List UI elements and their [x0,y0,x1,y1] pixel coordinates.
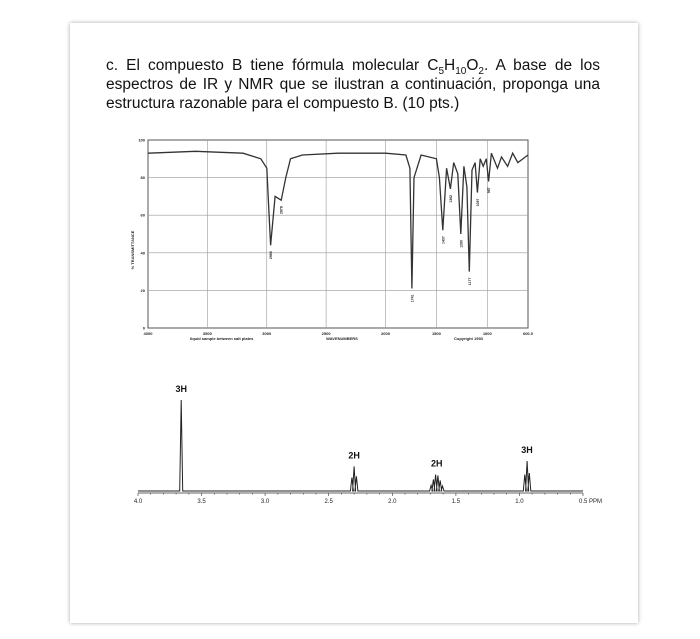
nmr-tick-label: 3.5 [197,499,206,505]
nmr-tick-label: 0.5 PPM [579,499,603,505]
ir-peak-label: 2968 [269,251,274,260]
nmr-tick-label: 1.5 [451,499,461,505]
ir-frame [148,140,528,328]
ir-copyright: Copyright 1993 [454,336,483,341]
nmr-spectrum-curve [138,400,583,491]
ir-peak-label: 1177 [467,277,472,286]
ir-peak-label: 1260 [459,240,464,248]
nmr-integration-label: 2H [431,458,443,469]
ir-x-tick-label: 3500 [202,331,212,336]
ir-grid [148,140,528,328]
ir-peak-label: 987 [487,187,492,194]
nmr-tick-label: 1.0 [515,499,524,505]
ir-y-tick-label: 80 [140,175,145,181]
ir-y-tick-label: 60 [140,212,145,218]
nmr-integration-label: 3H [175,384,187,394]
nmr-integration-label: 3H [521,444,533,455]
nmr-integration-label: 2H [348,450,360,461]
ir-x-tick-label: 2500 [321,331,331,336]
question-text: c. El compuesto B tiene fórmula molecular $C_5H_{10}O_2$. A base de los espectros de IR y NMR que se ilustran a continuación, proponga una estructura razonable para el compuesto B. (10 pts.) [106,57,600,112]
ir-sample-note: liquid sample between salt plates [190,336,254,341]
part-label: c. [106,57,119,74]
nmr-integration-labels [175,384,532,469]
ir-x-tick-label: 600.0 [522,331,534,336]
ir-peak-label: 1097 [475,198,480,207]
nmr-tick-label: 4.0 [133,499,143,505]
ir-y-tick-label: 0 [142,325,145,331]
ir-spectrum [128,132,548,354]
ir-peak-label: 1362 [448,194,453,203]
nmr-spectrum [128,372,603,532]
ir-y-tick-label: 100 [138,137,145,143]
ir-x-tick-label: 3000 [262,331,272,336]
ir-y-tick-label: 40 [140,250,145,256]
ir-y-ticks [138,138,145,331]
ir-x-tick-label: 1000 [482,331,492,336]
ir-ylabel: % TRANSMITTANCE [130,230,135,270]
ir-spectrum-curve [148,151,528,288]
ir-xlabel: WAVENUMBERS [326,336,358,341]
ir-x-tick-label: 1500 [431,331,441,336]
ir-y-tick-label: 20 [140,287,145,293]
ir-peak-label: 2878 [279,206,284,214]
ir-peak-labels [269,187,491,302]
ir-peak-label: 1437 [441,236,446,244]
nmr-tick-label: 2.5 [324,499,333,505]
ir-peak-label: 1741 [410,294,415,303]
nmr-tick-label: 3.0 [260,499,270,505]
ir-x-tick-label: 2000 [381,331,390,336]
nmr-axis-ticks [134,493,602,505]
nmr-tick-label: 2.0 [388,499,397,505]
ir-x-tick-label: 4000 [143,331,153,336]
